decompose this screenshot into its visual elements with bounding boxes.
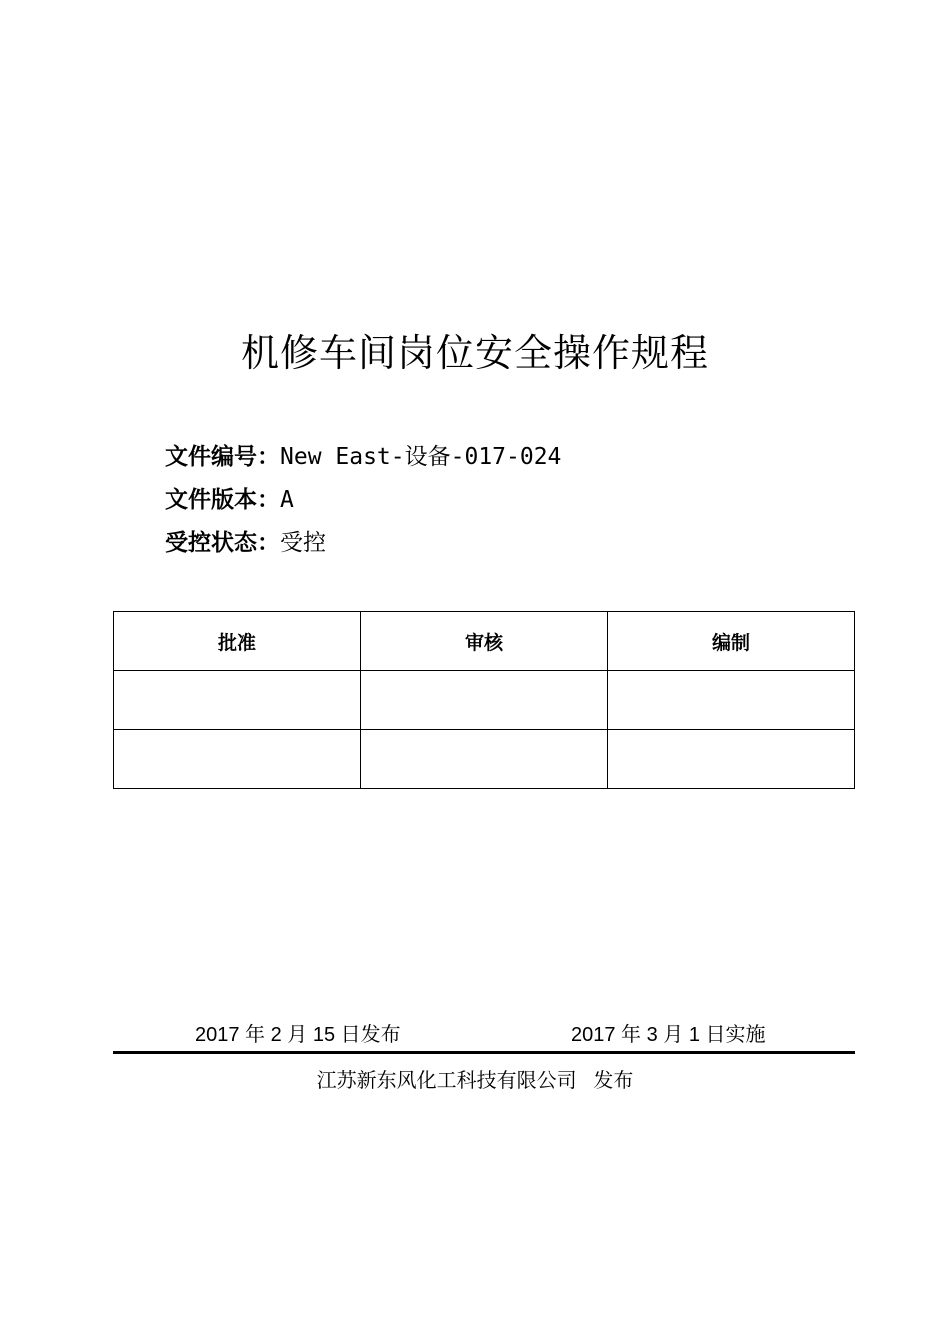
meta-label: 受控状态： xyxy=(165,530,280,556)
table-row xyxy=(114,730,855,789)
meta-label: 文件版本： xyxy=(165,487,280,513)
issue-date: 2017 年 2 月 15 日发布 xyxy=(195,1024,401,1046)
table-cell xyxy=(608,671,855,730)
meta-value: New East-设备-017-024 xyxy=(280,444,562,470)
meta-row-file-number xyxy=(165,436,561,479)
meta-value: 受控 xyxy=(280,530,326,556)
meta-row-control-status xyxy=(165,522,561,565)
table-row xyxy=(114,671,855,730)
meta-row-file-version xyxy=(165,479,561,522)
meta-label: 文件编号： xyxy=(165,444,280,470)
table-cell xyxy=(361,671,608,730)
table-header-row xyxy=(114,612,855,671)
document-meta xyxy=(165,436,561,565)
table-cell xyxy=(114,671,361,730)
meta-value: A xyxy=(280,487,294,513)
dates-line xyxy=(0,1018,950,1048)
table-cell xyxy=(608,730,855,789)
table-cell xyxy=(361,730,608,789)
table-header-compile: 编制 xyxy=(608,612,855,671)
document-title: 机修车间岗位安全操作规程 xyxy=(240,331,709,375)
divider-rule xyxy=(113,1051,855,1054)
effective-date: 2017 年 3 月 1 日实施 xyxy=(571,1024,766,1046)
table-header-approve: 批准 xyxy=(114,612,361,671)
table-header-review: 审核 xyxy=(361,612,608,671)
table-cell xyxy=(114,730,361,789)
publisher-line: 江苏新东风化工科技有限公司 发布 xyxy=(316,1070,634,1092)
approval-table xyxy=(113,611,855,789)
